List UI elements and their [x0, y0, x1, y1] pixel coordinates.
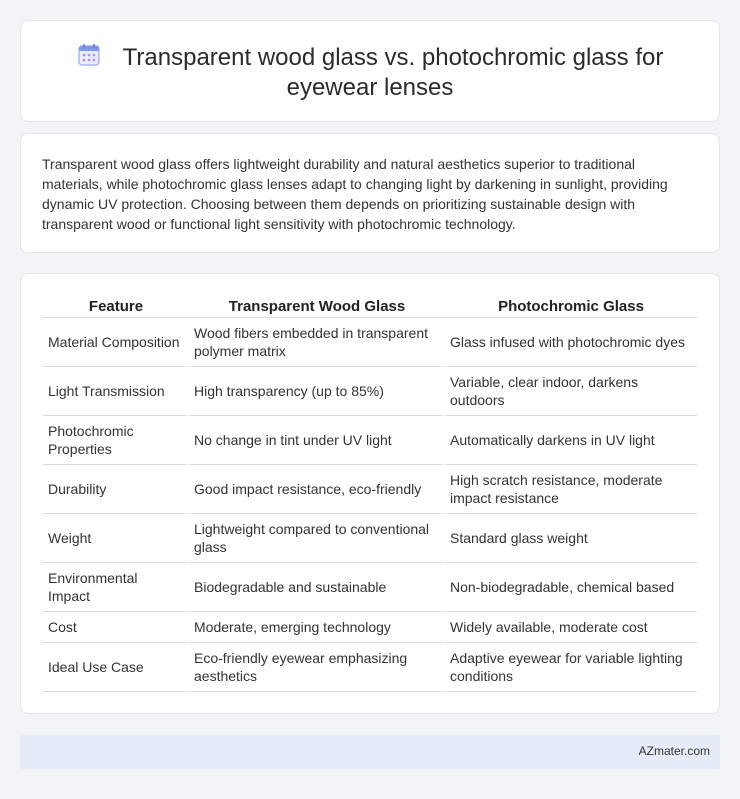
photochromic-cell: Widely available, moderate cost [445, 612, 697, 643]
table-row [43, 465, 697, 514]
table-row [43, 318, 697, 367]
feature-cell: Light Transmission [43, 367, 189, 416]
comparison-card [20, 273, 720, 714]
feature-cell: Ideal Use Case [43, 643, 189, 692]
feature-cell: Photochromic Properties [43, 416, 189, 465]
wood-cell: High transparency (up to 85%) [189, 367, 445, 416]
feature-cell: Cost [43, 612, 189, 643]
summary-text: Transparent wood glass offers lightweight durability and natural aesthetics superior to traditional materials, while photochromic glass lenses adapt to changing light by darkening in sunlight, providing dynamic UV protection. Choosing between them depends on prioritizing sustainable design with transparent wood or functional light sensitivity with photochromic technology. [42, 156, 668, 232]
calendar-icon [77, 43, 101, 67]
photochromic-cell: Adaptive eyewear for variable lighting conditions [445, 643, 697, 692]
header-transparent-wood: Transparent Wood Glass [189, 294, 445, 318]
table-header-row [43, 294, 697, 318]
wood-cell: Moderate, emerging technology [189, 612, 445, 643]
header-photochromic: Photochromic Glass [445, 294, 697, 318]
table-row [43, 563, 697, 612]
photochromic-cell: Glass infused with photochromic dyes [445, 318, 697, 367]
table-row [43, 612, 697, 643]
photochromic-cell: Standard glass weight [445, 514, 697, 563]
table-row [43, 643, 697, 692]
wood-cell: Good impact resistance, eco-friendly [189, 465, 445, 514]
feature-cell: Environmental Impact [43, 563, 189, 612]
photochromic-cell: Variable, clear indoor, darkens outdoors [445, 367, 697, 416]
feature-cell: Weight [43, 514, 189, 563]
photochromic-cell: High scratch resistance, moderate impact resistance [445, 465, 697, 514]
table-row [43, 367, 697, 416]
wood-cell: Lightweight compared to conventional glass [189, 514, 445, 563]
header-feature: Feature [43, 294, 189, 318]
photochromic-cell: Automatically darkens in UV light [445, 416, 697, 465]
footer-site-link[interactable]: AZmater.com [638, 744, 710, 758]
footer-bar [20, 735, 720, 769]
wood-cell: Biodegradable and sustainable [189, 563, 445, 612]
page-title-wrap [61, 43, 679, 103]
feature-cell: Durability [43, 465, 189, 514]
page-title: Transparent wood glass vs. photochromic glass for eyewear lenses [122, 44, 664, 101]
title-card [20, 20, 720, 122]
wood-cell: No change in tint under UV light [189, 416, 445, 465]
table-row [43, 514, 697, 563]
comparison-table [43, 294, 697, 692]
summary-card [20, 133, 720, 253]
wood-cell: Eco-friendly eyewear emphasizing aesthetics [189, 643, 445, 692]
table-row [43, 416, 697, 465]
photochromic-cell: Non-biodegradable, chemical based [445, 563, 697, 612]
wood-cell: Wood fibers embedded in transparent polymer matrix [189, 318, 445, 367]
feature-cell: Material Composition [43, 318, 189, 367]
